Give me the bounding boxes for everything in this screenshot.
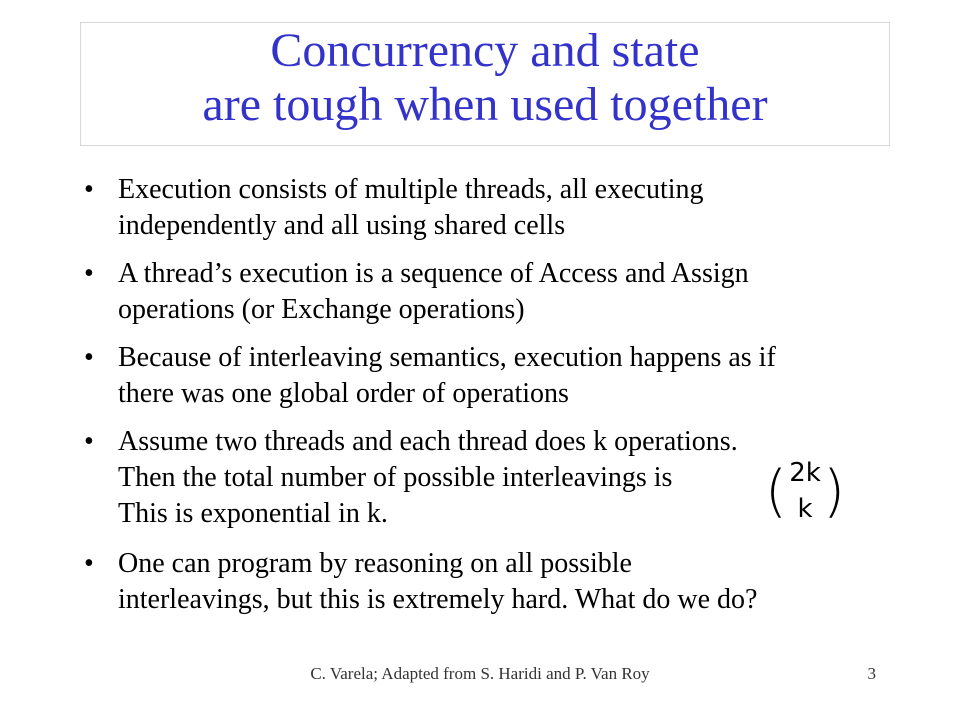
bullet-text [118,340,888,412]
bullet-line: there was one global order of operations [118,378,569,409]
slide-title-line-1: Concurrency and state [270,24,700,77]
bullet-text [118,546,888,618]
bullet-marker: • [84,342,94,373]
bullet-line: operations (or Exchange operations) [118,294,525,325]
bullet-line: independently and all using shared cells [118,210,566,241]
slide-title-line-2: are tough when used together [202,78,768,131]
bullet-marker: • [84,258,94,289]
page-number: 3 [867,664,876,683]
bullet-marker: • [84,548,94,579]
bullet-line: Assume two threads and each thread does k operations. [118,426,738,457]
bullet-text [118,256,888,328]
bullet-line: A thread’s execution is a sequence of Access and Assign [118,258,749,289]
bullet-marker: • [84,426,94,457]
footer-credit: C. Varela; Adapted from S. Haridi and P. Van Roy [310,664,650,683]
binomial-coefficient [765,454,845,534]
binomial-bottom: k [797,494,813,524]
bullet-line: Execution consists of multiple threads, all executing [118,174,704,205]
bullet-line: Then the total number of possible interleavings is [118,462,673,493]
bullet-line: Because of interleaving semantics, execution happens as if [118,342,776,373]
bullet-line: interleavings, but this is extremely hard. What do we do? [118,584,758,615]
bullet-marker: • [84,174,94,205]
bullet-text [118,172,888,244]
left-parenthesis: ( [765,459,787,524]
slide-title [80,24,890,132]
binomial-top: 2k [789,458,821,488]
right-parenthesis: ) [823,459,845,524]
bullet-line: This is exponential in k. [118,498,388,529]
bullet-line: One can program by reasoning on all possible [118,548,632,579]
